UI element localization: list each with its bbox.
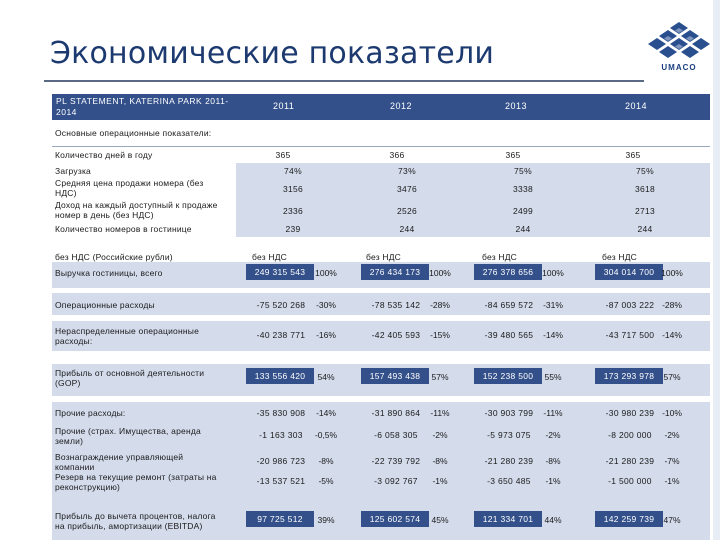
undistributed-pct-2014: -14% [662, 330, 682, 340]
row-label-days: Количество дней в году [55, 150, 153, 160]
row-label-revpar: Доход на каждый доступный к продаже номер в день (без НДС) [55, 200, 218, 220]
insurance-pct-2011: -0,5% [314, 430, 338, 440]
other-expenses-pct-2014: -10% [662, 408, 682, 418]
undistributed-value-2011: -40 238 771 [256, 330, 306, 340]
page-title: Экономические показатели [50, 36, 495, 71]
opex-pct-2012: -28% [430, 300, 450, 310]
rooms-2013: 244 [515, 224, 531, 234]
vat-label-2013: без НДС [482, 252, 518, 262]
days-2014: 365 [625, 150, 641, 160]
gop-value-2012: 157 493 438 [361, 368, 429, 384]
revenue-pct-2011: 100% [315, 268, 337, 278]
rooms-2014: 244 [637, 224, 653, 234]
insurance-value-2013: -5 973 075 [487, 430, 531, 440]
rooms-2012: 244 [399, 224, 415, 234]
insurance-pct-2014: -2% [664, 430, 680, 440]
revpar-2011: 2336 [282, 206, 304, 216]
header-year-2012: 2012 [390, 101, 413, 111]
repair-reserve-pct-2014: -1% [664, 476, 680, 486]
other-expenses-value-2014: -30 980 239 [605, 408, 655, 418]
opex-value-2013: -84 659 572 [484, 300, 534, 310]
other-expenses-pct-2012: -11% [430, 408, 450, 418]
revpar-2014: 2713 [634, 206, 656, 216]
repair-reserve-value-2012: -3 092 767 [374, 476, 418, 486]
gop-pct-2012: 57% [431, 372, 449, 382]
opex-pct-2013: -31% [543, 300, 563, 310]
row-label-occupancy: Загрузка [55, 166, 91, 176]
repair-reserve-value-2013: -3 650 485 [487, 476, 531, 486]
undistributed-pct-2012: -15% [430, 330, 450, 340]
gop-pct-2011: 54% [317, 372, 335, 382]
insurance-value-2011: -1 163 303 [259, 430, 303, 440]
gop-value-2011: 133 556 420 [246, 368, 314, 384]
header-year-2011: 2011 [273, 101, 295, 111]
insurance-pct-2012: -2% [432, 430, 448, 440]
occupancy-2014: 75% [636, 166, 654, 176]
management-fee-pct-2013: -8% [545, 456, 561, 466]
gop-pct-2014: 57% [663, 372, 681, 382]
header-year-2014: 2014 [625, 101, 648, 111]
insurance-value-2012: -6 058 305 [374, 430, 418, 440]
management-fee-value-2011: -20 986 723 [256, 456, 306, 466]
ebitda-value-2014: 142 259 739 [595, 511, 663, 527]
gop-pct-2013: 55% [544, 372, 562, 382]
ebitda-pct-2011: 39% [317, 515, 335, 525]
adr-2013: 3338 [512, 184, 534, 194]
undistributed-value-2013: -39 480 565 [484, 330, 534, 340]
management-fee-pct-2014: -7% [664, 456, 680, 466]
management-fee-value-2013: -21 280 239 [484, 456, 534, 466]
logo-text: UMACO [661, 63, 697, 72]
opex-value-2012: -78 535 142 [371, 300, 421, 310]
vat-label-2012: без НДС [366, 252, 402, 262]
other-expenses-value-2013: -30 903 799 [484, 408, 534, 418]
ebitda-value-2012: 125 602 574 [361, 511, 429, 527]
opex-pct-2014: -28% [662, 300, 682, 310]
occupancy-2013: 75% [514, 166, 532, 176]
section-title: Основные операционные показатели: [55, 128, 212, 138]
gop-value-2014: 173 293 978 [595, 368, 663, 384]
row-label-adr: Средняя цена продажи номера (без НДС) [55, 178, 204, 198]
opex-pct-2011: -30% [316, 300, 336, 310]
row-label-insurance: Прочие (страх. Имущества, аренда земли) [55, 426, 201, 446]
row-label-opex: Операционные расходы [55, 300, 155, 310]
management-fee-pct-2011: -8% [318, 456, 334, 466]
revenue-value-2011: 249 315 543 [246, 264, 314, 280]
side-band [713, 0, 720, 540]
revenue-pct-2013: 100% [542, 268, 564, 278]
revpar-2013: 2499 [512, 206, 534, 216]
occupancy-2011: 74% [284, 166, 302, 176]
revenue-pct-2012: 100% [429, 268, 451, 278]
ebitda-value-2013: 121 334 701 [474, 511, 542, 527]
revenue-value-2014: 304 014 700 [595, 264, 663, 280]
repair-reserve-pct-2011: -5% [318, 476, 334, 486]
revenue-value-2012: 276 434 173 [361, 264, 429, 280]
header-label: PL STATEMENT, KATERINA PARK 2011-2014 [56, 96, 229, 117]
header-year-2013: 2013 [505, 101, 528, 111]
vat-label-2011: без НДС [252, 252, 288, 262]
vat-label-2014: без НДС [602, 252, 638, 262]
undistributed-pct-2013: -14% [543, 330, 563, 340]
repair-reserve-value-2014: -1 500 000 [608, 476, 652, 486]
days-2012: 366 [389, 150, 405, 160]
row-label-other-expenses: Прочие расходы: [55, 408, 126, 418]
ebitda-pct-2012: 45% [431, 515, 449, 525]
row-label-ebitda: Прибыль до вычета процентов, налога на прибыль, амортизации (EBITDA) [55, 511, 216, 531]
other-expenses-value-2012: -31 890 864 [371, 408, 421, 418]
row-label-gop: Прибыль от основной деятельности (GOP) [55, 368, 205, 388]
revpar-2012: 2526 [396, 206, 418, 216]
management-fee-pct-2012: -8% [432, 456, 448, 466]
undistributed-value-2012: -42 405 593 [371, 330, 421, 340]
adr-2014: 3618 [634, 184, 656, 194]
management-fee-value-2014: -21 280 239 [605, 456, 655, 466]
revenue-pct-2014: 100% [661, 268, 683, 278]
insurance-pct-2013: -2% [545, 430, 561, 440]
management-fee-value-2012: -22 739 792 [371, 456, 421, 466]
repair-reserve-pct-2012: -1% [432, 476, 448, 486]
row-divider [52, 146, 710, 147]
row-label-revenue: Выручка гостиницы, всего [55, 268, 163, 278]
opex-value-2014: -87 003 222 [605, 300, 655, 310]
days-2013: 365 [505, 150, 521, 160]
ebitda-value-2011: 97 725 512 [246, 511, 314, 527]
revenue-value-2013: 276 378 656 [474, 264, 542, 280]
row-label-rooms: Количество номеров в гостинице [55, 224, 192, 234]
adr-2011: 3156 [282, 184, 304, 194]
occupancy-2012: 73% [398, 166, 416, 176]
other-expenses-pct-2013: -11% [543, 408, 563, 418]
row-label-repair-reserve: Резерв на текущие ремонт (затраты на реконструкцию) [55, 472, 217, 492]
insurance-value-2014: -8 200 000 [608, 430, 652, 440]
undistributed-value-2014: -43 717 500 [605, 330, 655, 340]
ebitda-pct-2014: 47% [663, 515, 681, 525]
undistributed-pct-2011: -16% [316, 330, 336, 340]
other-expenses-pct-2011: -14% [316, 408, 336, 418]
currency-label: без НДС (Российские рубли) [55, 252, 173, 262]
ebitda-pct-2013: 44% [544, 515, 562, 525]
rooms-2011: 239 [285, 224, 301, 234]
adr-2012: 3476 [396, 184, 418, 194]
other-expenses-value-2011: -35 830 908 [256, 408, 306, 418]
days-2011: 365 [275, 150, 291, 160]
row-label-undistributed: Нераспределенные операционные расходы: [55, 326, 199, 346]
title-divider [44, 80, 644, 82]
gop-value-2013: 152 238 500 [474, 368, 542, 384]
repair-reserve-pct-2013: -1% [545, 476, 561, 486]
row-label-management-fee: Вознаграждение управляющей компании [55, 452, 184, 472]
repair-reserve-value-2011: -13 537 521 [256, 476, 306, 486]
opex-value-2011: -75 520 268 [256, 300, 306, 310]
